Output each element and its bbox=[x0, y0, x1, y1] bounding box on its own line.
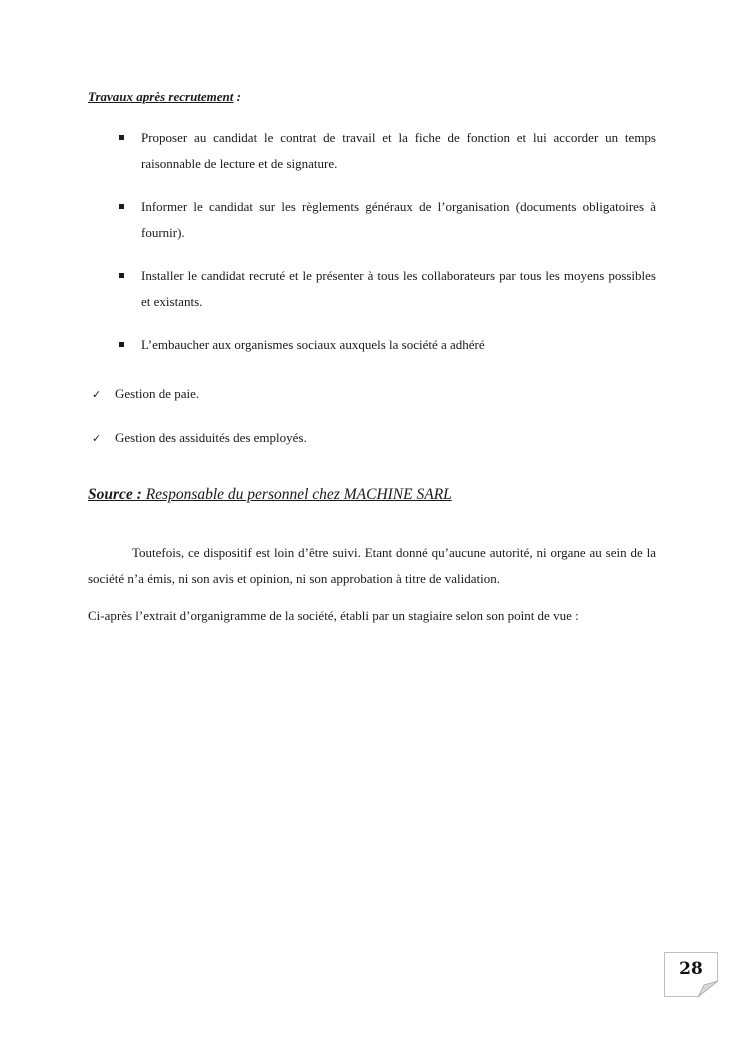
square-bullet-icon bbox=[119, 273, 124, 278]
body-paragraph: Toutefois, ce dispositif est loin d’être suivi. Etant donné qu’aucune autorité, ni organe au sein de la société n’a émis, ni son avis et opinion, ni son approbation à titre de validation. bbox=[88, 545, 656, 586]
check-item-text: Gestion des assiduités des employés. bbox=[115, 430, 307, 445]
checkmark-icon: ✓ bbox=[92, 388, 102, 401]
page-number: 28 bbox=[679, 959, 703, 979]
square-bullet-icon bbox=[119, 135, 124, 140]
square-bullet-icon bbox=[119, 204, 124, 209]
square-bullet-icon bbox=[119, 342, 124, 347]
list-item bbox=[118, 125, 656, 177]
list-item bbox=[118, 332, 656, 358]
list-item-text: Proposer au candidat le contrat de travail et la fiche de fonction et lui accorder un temps raisonnable de lecture et de signature. bbox=[141, 130, 656, 171]
check-item-text: Gestion de paie. bbox=[115, 386, 200, 401]
check-item-attendance bbox=[92, 429, 307, 448]
section-heading-text: Travaux après recrutement bbox=[88, 89, 234, 104]
source-value: Responsable du personnel chez MACHINE SARL bbox=[141, 486, 452, 503]
list-item-text: L’embaucher aux organismes sociaux auxquels la société a adhéré bbox=[141, 337, 485, 352]
list-item-text: Installer le candidat recruté et le présenter à tous les collaborateurs par tous les moyens possibles et existants. bbox=[141, 268, 656, 309]
list-item-text: Informer le candidat sur les règlements généraux de l’organisation (documents obligatoires à fournir). bbox=[141, 199, 656, 240]
checkmark-icon: ✓ bbox=[92, 432, 102, 445]
source-label: Source : bbox=[88, 486, 142, 503]
task-list bbox=[118, 125, 656, 375]
source-line bbox=[88, 486, 452, 504]
check-item-payroll bbox=[92, 385, 199, 404]
section-heading-suffix: : bbox=[233, 89, 241, 104]
page-number-box bbox=[664, 952, 718, 997]
section-heading bbox=[88, 89, 241, 105]
page-fold-icon bbox=[698, 981, 718, 997]
list-item bbox=[118, 194, 656, 246]
body-paragraph: Ci-après l’extrait d’organigramme de la société, établi par un stagiaire selon son point de vue : bbox=[88, 608, 579, 623]
list-item bbox=[118, 263, 656, 315]
